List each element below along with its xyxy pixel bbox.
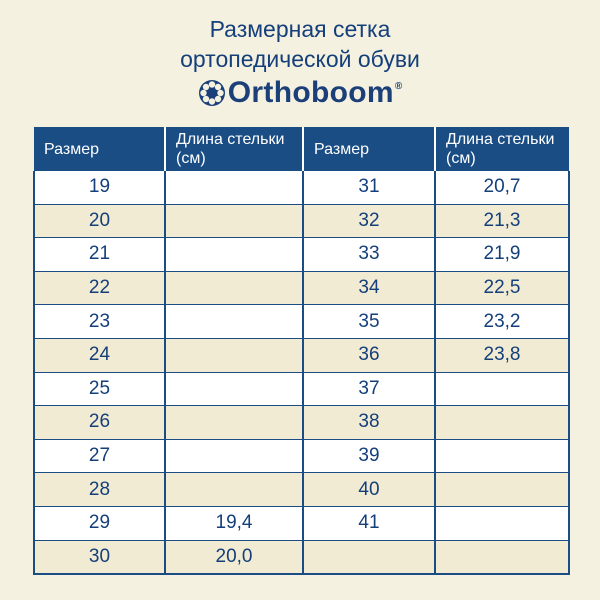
- table-cell: 35: [303, 305, 435, 339]
- table-cell: 23: [34, 305, 165, 339]
- table-cell: 23,2: [435, 305, 569, 339]
- table-cell: [165, 338, 303, 372]
- table-cell: 20,0: [165, 540, 303, 574]
- table-cell: 37: [303, 372, 435, 406]
- table-cell: 39: [303, 439, 435, 473]
- table-cell: 27: [34, 439, 165, 473]
- table-cell: [165, 171, 303, 204]
- table-cell: [165, 372, 303, 406]
- table-cell: 33: [303, 238, 435, 272]
- table-cell: [165, 305, 303, 339]
- table-cell: 24: [34, 338, 165, 372]
- table-row: [34, 439, 569, 473]
- table-row: [34, 238, 569, 272]
- size-table: [33, 127, 570, 575]
- table-cell: 41: [303, 506, 435, 540]
- table-cell: 32: [303, 204, 435, 238]
- table-row: [34, 171, 569, 204]
- table-row: [34, 506, 569, 540]
- flower-icon: [198, 79, 226, 107]
- brand-logo: [0, 76, 600, 110]
- table-cell: 20,7: [435, 171, 569, 204]
- table-row: [34, 271, 569, 305]
- table-cell: [435, 540, 569, 574]
- table-cell: [435, 439, 569, 473]
- table-cell: [165, 406, 303, 440]
- registered-mark: ®: [394, 80, 403, 92]
- table-row: [34, 372, 569, 406]
- table-cell: 25: [34, 372, 165, 406]
- header-length-1: Длина стельки (см): [165, 127, 303, 171]
- table-cell: 19: [34, 171, 165, 204]
- table-cell: 22,5: [435, 271, 569, 305]
- table-body: [34, 171, 569, 574]
- table-cell: 40: [303, 473, 435, 507]
- table-cell: [165, 204, 303, 238]
- brand-name: Orthoboom: [227, 76, 394, 109]
- table-cell: 21: [34, 238, 165, 272]
- table-cell: [435, 372, 569, 406]
- header-length-2: Длина стельки (см): [435, 127, 569, 171]
- table-cell: [435, 406, 569, 440]
- table-cell: 38: [303, 406, 435, 440]
- title-line-1: Размерная сетка: [209, 16, 391, 42]
- table-row: [34, 473, 569, 507]
- table-cell: [165, 238, 303, 272]
- table-cell: [435, 473, 569, 507]
- header-row: [34, 127, 569, 171]
- table-cell: [435, 506, 569, 540]
- table-row: [34, 406, 569, 440]
- table-cell: 22: [34, 271, 165, 305]
- header-size-1: Размер: [34, 127, 165, 171]
- table-row: [34, 204, 569, 238]
- table-cell: 21,3: [435, 204, 569, 238]
- table-cell: 30: [34, 540, 165, 574]
- table-row: [34, 305, 569, 339]
- page-title: [0, 14, 600, 74]
- table-cell: [303, 540, 435, 574]
- table-cell: 20: [34, 204, 165, 238]
- table-cell: 19,4: [165, 506, 303, 540]
- table-cell: [165, 271, 303, 305]
- table-cell: 29: [34, 506, 165, 540]
- table-cell: 36: [303, 338, 435, 372]
- logo-wrap: [198, 76, 402, 110]
- table-cell: 21,9: [435, 238, 569, 272]
- table-row: [34, 540, 569, 574]
- table-row: [34, 338, 569, 372]
- table-cell: 28: [34, 473, 165, 507]
- table-cell: [165, 473, 303, 507]
- table-cell: 23,8: [435, 338, 569, 372]
- table-cell: [165, 439, 303, 473]
- header-size-2: Размер: [303, 127, 435, 171]
- title-line-2: ортопедической обуви: [180, 46, 420, 72]
- table-cell: 34: [303, 271, 435, 305]
- table-cell: 26: [34, 406, 165, 440]
- table-cell: 31: [303, 171, 435, 204]
